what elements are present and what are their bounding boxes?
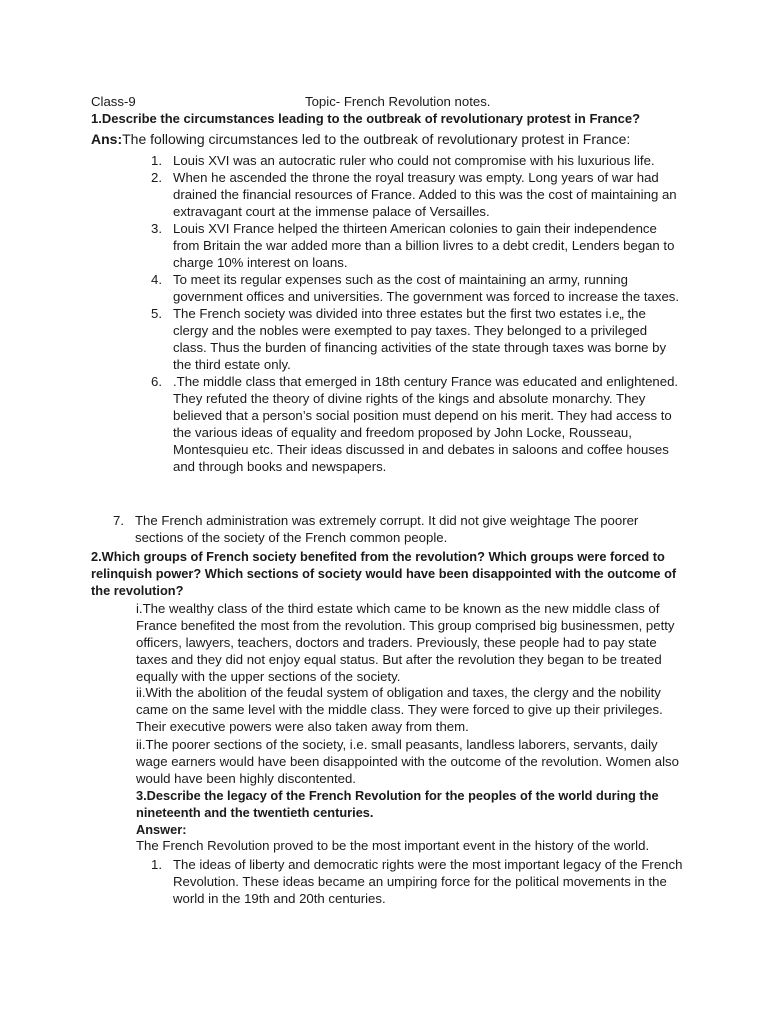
list-number: 1.: [151, 857, 162, 872]
list-item: [151, 220, 683, 271]
list-item: [151, 271, 683, 305]
list-number: 1.: [151, 153, 162, 168]
list-item: [151, 152, 683, 169]
list-item-text: The French administration was extremely corrupt. It did not give weightage The poorer sections of the society of the French common people.: [135, 513, 639, 545]
answer-1-intro: [91, 131, 691, 148]
list-number: 5.: [151, 306, 162, 321]
question-2: 2.Which groups of French society benefited from the revolution? Which groups were forced to relinquish power? Which sections of society would have been disappointed with the outcome of the revolution?: [91, 549, 677, 598]
question-3: 3.Describe the legacy of the French Revolution for the peoples of the world during the nineteenth and the twentieth centuries.: [136, 788, 659, 820]
question-1: 1.Describe the circumstances leading to the outbreak of revolutionary protest in France?: [91, 111, 641, 126]
topic-title: Topic- French Revolution notes.: [305, 94, 491, 109]
list-item: [151, 169, 683, 220]
list-number: 3.: [151, 221, 162, 236]
q3-points-list: [151, 856, 683, 907]
list-item-text: To meet its regular expenses such as the cost of maintaining an army, running government offices and universities. The government was forced to increase the taxes.: [173, 272, 680, 304]
list-number: 7.: [113, 513, 124, 528]
list-item-text: .The middle class that emerged in 18th century France was educated and enlightened. They refuted the theory of divine rights of the kings and absolute monarchy. They believed that a person’s social position must depend on his merit. They had access to the various ideas of equality and freedom proposed by John Locke, Rousseau, Montesquieu etc. Their ideas discussed in and debates in saloons and coffee houses and through books and newspapers.: [173, 374, 679, 474]
header: [91, 93, 691, 110]
list-item: [151, 305, 683, 373]
q2-paragraph-2: ii.With the abolition of the feudal system of obligation and taxes, the clergy and the nobility came on the same level with the middle class. They were forced to give up their privileges. Their executive powers were also taken away from them.: [136, 685, 663, 734]
class-label: Class-9: [91, 94, 136, 109]
list-item-text: Louis XVI France helped the thirteen American colonies to gain their independence from Britain the war added more than a billion livres to a debt credit, Lenders began to charge 10% interest on loans.: [173, 221, 675, 270]
list-item-text: When he ascended the throne the royal treasury was empty. Long years of war had drained the financial resources of France. Added to this was the cost of maintaining an extravagant court at the immense palace of Versailles.: [173, 170, 677, 219]
q2-paragraph-1: i.The wealthy class of the third estate which came to be known as the new middle class of France benefited the most from the revolution. This group comprised big businessmen, petty officers, lawyers, teachers, doctors and traders. Previously, these people had to pay state taxes and they did not enjoy equal status. But after the revolution they began to be treated equally with the upper sections of the society.: [136, 601, 675, 684]
answer-intro-text: The following circumstances led to the outbreak of revolutionary protest in France:: [122, 131, 631, 147]
list-item-7: [113, 512, 680, 546]
list-item-text: Louis XVI was an autocratic ruler who could not compromise with his luxurious life.: [173, 153, 655, 168]
answer-3-intro: The French Revolution proved to be the most important event in the history of the world.: [136, 838, 650, 853]
answer-label: Ans:: [91, 131, 123, 147]
list-item: [151, 856, 683, 907]
answer-3-label: Answer:: [136, 822, 187, 837]
list-item: [151, 373, 683, 475]
list-number: 4.: [151, 272, 162, 287]
q2-paragraph-3: ii.The poorer sections of the society, i.e. small peasants, landless laborers, servants, daily wage earners would have been disappointed with the outcome of the revolution. Women also would have been highly discontented.: [136, 737, 679, 786]
q1-points-list: [151, 152, 683, 475]
list-number: 6.: [151, 374, 162, 389]
list-item-text: The French society was divided into three estates but the first two estates i.e„ the clergy and the nobles were exempted to pay taxes. They belonged to a privileged class. Thus the burden of financing activities of the state through taxes was borne by the third estate only.: [173, 306, 667, 372]
list-number: 2.: [151, 170, 162, 185]
list-item-text: The ideas of liberty and democratic rights were the most important legacy of the French Revolution. These ideas became an umpiring force for the political movements in the world in the 19th and 20th centuries.: [173, 857, 683, 906]
